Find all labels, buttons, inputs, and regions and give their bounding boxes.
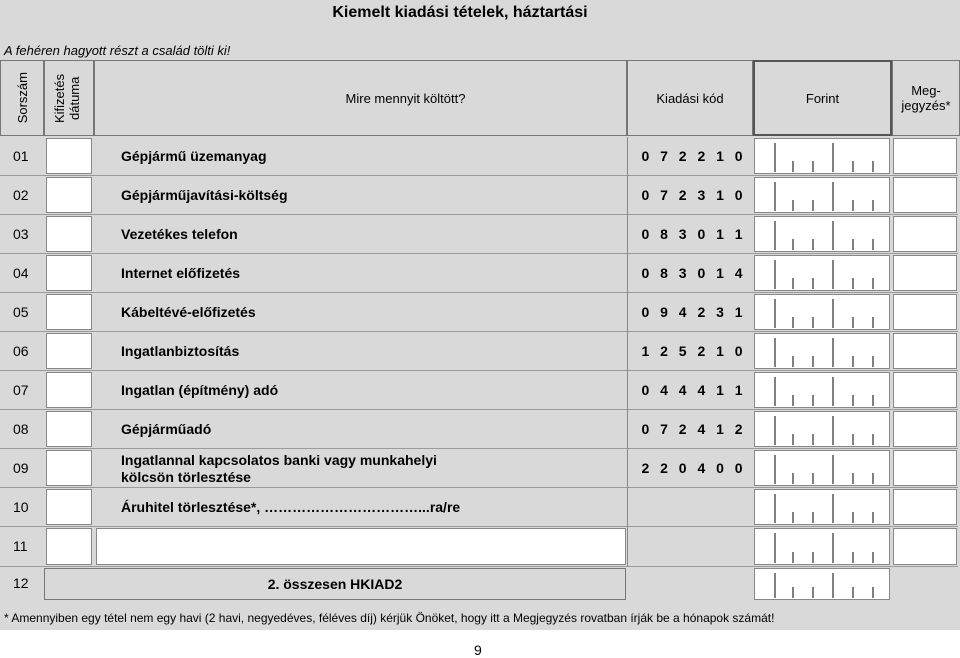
row-number: 07 (13, 381, 29, 398)
payment-date-field[interactable] (46, 528, 92, 565)
note-field[interactable] (893, 177, 957, 213)
expense-code (632, 226, 752, 242)
header-forint: Forint (753, 60, 892, 136)
code-digit: 7 (660, 147, 668, 164)
expense-description: Kábeltévé-előfizetés (121, 303, 256, 320)
column-divider (627, 410, 628, 449)
code-digit: 4 (678, 303, 687, 320)
payment-date-field[interactable] (46, 216, 92, 252)
code-digit: 0 (697, 264, 706, 281)
expense-code (632, 265, 752, 281)
instruction-text: A fehéren hagyott részt a család tölti ki! (4, 43, 231, 58)
column-divider (627, 527, 628, 567)
code-digit: 1 (716, 420, 724, 437)
forint-amount-field[interactable] (754, 294, 890, 330)
code-digit: 9 (660, 303, 668, 320)
code-digit: 1 (716, 264, 724, 281)
table-row (0, 176, 960, 215)
column-divider (627, 371, 628, 410)
note-field[interactable] (893, 450, 957, 486)
table-row (0, 137, 960, 176)
expense-code (632, 382, 752, 398)
payment-date-field[interactable] (46, 177, 92, 213)
code-digit: 3 (678, 225, 687, 242)
expense-code (632, 304, 752, 320)
code-digit: 7 (660, 186, 668, 203)
code-digit: 5 (678, 342, 687, 359)
column-divider (627, 449, 628, 488)
forint-amount-field[interactable] (754, 177, 890, 213)
note-field[interactable] (893, 138, 957, 174)
code-digit: 1 (716, 147, 724, 164)
expense-code (632, 343, 752, 359)
code-digit: 1 (734, 225, 743, 242)
code-digit: 4 (697, 420, 706, 437)
code-digit: 0 (734, 342, 743, 359)
code-digit: 0 (641, 225, 650, 242)
forint-amount-field[interactable] (754, 255, 890, 291)
header-kiadasi-kod: Kiadási kód (627, 60, 753, 136)
header-sorszam: Sorszám (0, 60, 44, 136)
header-kifizetes-datuma: Kifizetés dátuma (44, 60, 94, 136)
code-digit: 1 (716, 342, 724, 359)
row-number: 05 (13, 303, 29, 320)
column-divider (627, 137, 628, 176)
table-row (0, 332, 960, 371)
code-digit: 0 (716, 459, 724, 476)
code-digit: 3 (697, 186, 706, 203)
code-digit: 0 (641, 147, 650, 164)
expense-description: Ingatlannal kapcsolatos banki vagy munkahelyi kölcsön törlesztése (121, 452, 437, 485)
code-digit: 2 (641, 459, 650, 476)
table-row (0, 254, 960, 293)
expense-description: Ingatlanbiztosítás (121, 342, 240, 359)
table-row (0, 410, 960, 449)
payment-date-field[interactable] (46, 411, 92, 447)
code-digit: 4 (678, 381, 687, 398)
expense-code (632, 421, 752, 437)
expense-code (632, 148, 752, 164)
code-digit: 0 (734, 459, 743, 476)
note-field[interactable] (893, 372, 957, 408)
payment-date-field[interactable] (46, 255, 92, 291)
expense-description: Áruhitel törlesztése*, ……………………………...ra/re (121, 498, 461, 515)
code-digit: 8 (660, 225, 668, 242)
forint-amount-field[interactable] (754, 138, 890, 174)
column-divider (627, 293, 628, 332)
code-digit: 0 (697, 225, 706, 242)
row-number: 11 (13, 538, 28, 554)
page-number: 9 (474, 642, 482, 658)
code-digit: 4 (660, 381, 668, 398)
code-digit: 1 (734, 381, 743, 398)
payment-date-field[interactable] (46, 489, 92, 525)
note-field[interactable] (893, 528, 957, 565)
forint-amount-field[interactable] (754, 216, 890, 252)
code-digit: 1 (716, 225, 724, 242)
total-forint-field[interactable] (754, 568, 890, 600)
code-digit: 1 (734, 303, 743, 320)
code-digit: 0 (678, 459, 687, 476)
note-field[interactable] (893, 411, 957, 447)
forint-amount-field[interactable] (754, 372, 890, 408)
footnote: * Amennyiben egy tétel nem egy havi (2 havi, negyedéves, féléves díj) kérjük Önöket, hogy itt a Megjegyzés rovatban írják be a hónapok számát! (4, 611, 775, 625)
total-row (0, 567, 960, 601)
forint-amount-field[interactable] (754, 333, 890, 369)
row-number: 03 (13, 225, 29, 242)
code-digit: 0 (641, 186, 650, 203)
header-mire-mennyit: Mire mennyit költött? (94, 60, 627, 136)
row-number: 04 (13, 264, 29, 281)
expense-description: Gépjármű üzemanyag (121, 147, 267, 164)
code-digit: 2 (697, 303, 706, 320)
code-digit: 1 (716, 186, 724, 203)
expense-description: Gépjárműjavítási-költség (121, 186, 288, 203)
code-digit: 2 (660, 459, 668, 476)
forint-amount-field[interactable] (754, 528, 890, 565)
row-number: 01 (13, 147, 29, 164)
column-divider (627, 332, 628, 371)
expense-description: Ingatlan (építmény) adó (121, 381, 279, 398)
code-digit: 3 (678, 264, 687, 281)
payment-date-field[interactable] (46, 138, 92, 174)
row-number: 08 (13, 420, 29, 437)
row-number: 12 (13, 575, 29, 591)
code-digit: 1 (716, 381, 724, 398)
note-field[interactable] (893, 333, 957, 369)
forint-amount-field[interactable] (754, 450, 890, 486)
note-field[interactable] (893, 255, 957, 291)
code-digit: 2 (697, 147, 706, 164)
code-digit: 0 (641, 303, 650, 320)
code-digit: 2 (678, 186, 687, 203)
column-divider (627, 176, 628, 215)
table-row (0, 527, 960, 567)
expense-code (632, 460, 752, 476)
table-row (0, 293, 960, 332)
code-digit: 0 (734, 147, 743, 164)
code-digit: 4 (734, 264, 743, 281)
expense-description: Internet előfizetés (121, 264, 241, 281)
row-number: 02 (13, 186, 29, 203)
row-number: 10 (13, 498, 29, 515)
code-digit: 8 (660, 264, 668, 281)
page-title: Kiemelt kiadási tételek, háztartási (332, 4, 588, 21)
expense-description: Vezetékes telefon (121, 225, 238, 242)
table-row (0, 371, 960, 410)
code-digit: 7 (660, 420, 668, 437)
expense-code (632, 187, 752, 203)
total-label: 2. összesen HKIAD2 (44, 568, 626, 600)
header-megjegyzes: Meg-jegyzés* (892, 60, 960, 136)
description-field[interactable] (96, 528, 626, 565)
code-digit: 0 (641, 420, 650, 437)
code-digit: 2 (678, 147, 687, 164)
column-divider (627, 254, 628, 293)
code-digit: 2 (697, 342, 706, 359)
expense-description: Gépjárműadó (121, 420, 212, 437)
code-digit: 2 (734, 420, 743, 437)
note-field[interactable] (893, 216, 957, 252)
note-field[interactable] (893, 489, 957, 525)
code-digit: 2 (678, 420, 687, 437)
code-digit: 0 (734, 186, 743, 203)
note-field[interactable] (893, 294, 957, 330)
code-digit: 1 (641, 342, 650, 359)
row-number: 09 (13, 459, 29, 476)
table-row (0, 215, 960, 254)
code-digit: 2 (660, 342, 668, 359)
row-number: 06 (13, 342, 29, 359)
forint-amount-field[interactable] (754, 489, 890, 525)
code-digit: 0 (641, 264, 650, 281)
code-digit: 4 (697, 459, 706, 476)
code-digit: 4 (697, 381, 706, 398)
payment-date-field[interactable] (46, 450, 92, 486)
table-row (0, 488, 960, 527)
payment-date-field[interactable] (46, 372, 92, 408)
table-row (0, 449, 960, 488)
code-digit: 0 (641, 381, 650, 398)
column-divider (627, 215, 628, 254)
payment-date-field[interactable] (46, 294, 92, 330)
code-digit: 3 (716, 303, 724, 320)
column-divider (627, 488, 628, 527)
payment-date-field[interactable] (46, 333, 92, 369)
forint-amount-field[interactable] (754, 411, 890, 447)
